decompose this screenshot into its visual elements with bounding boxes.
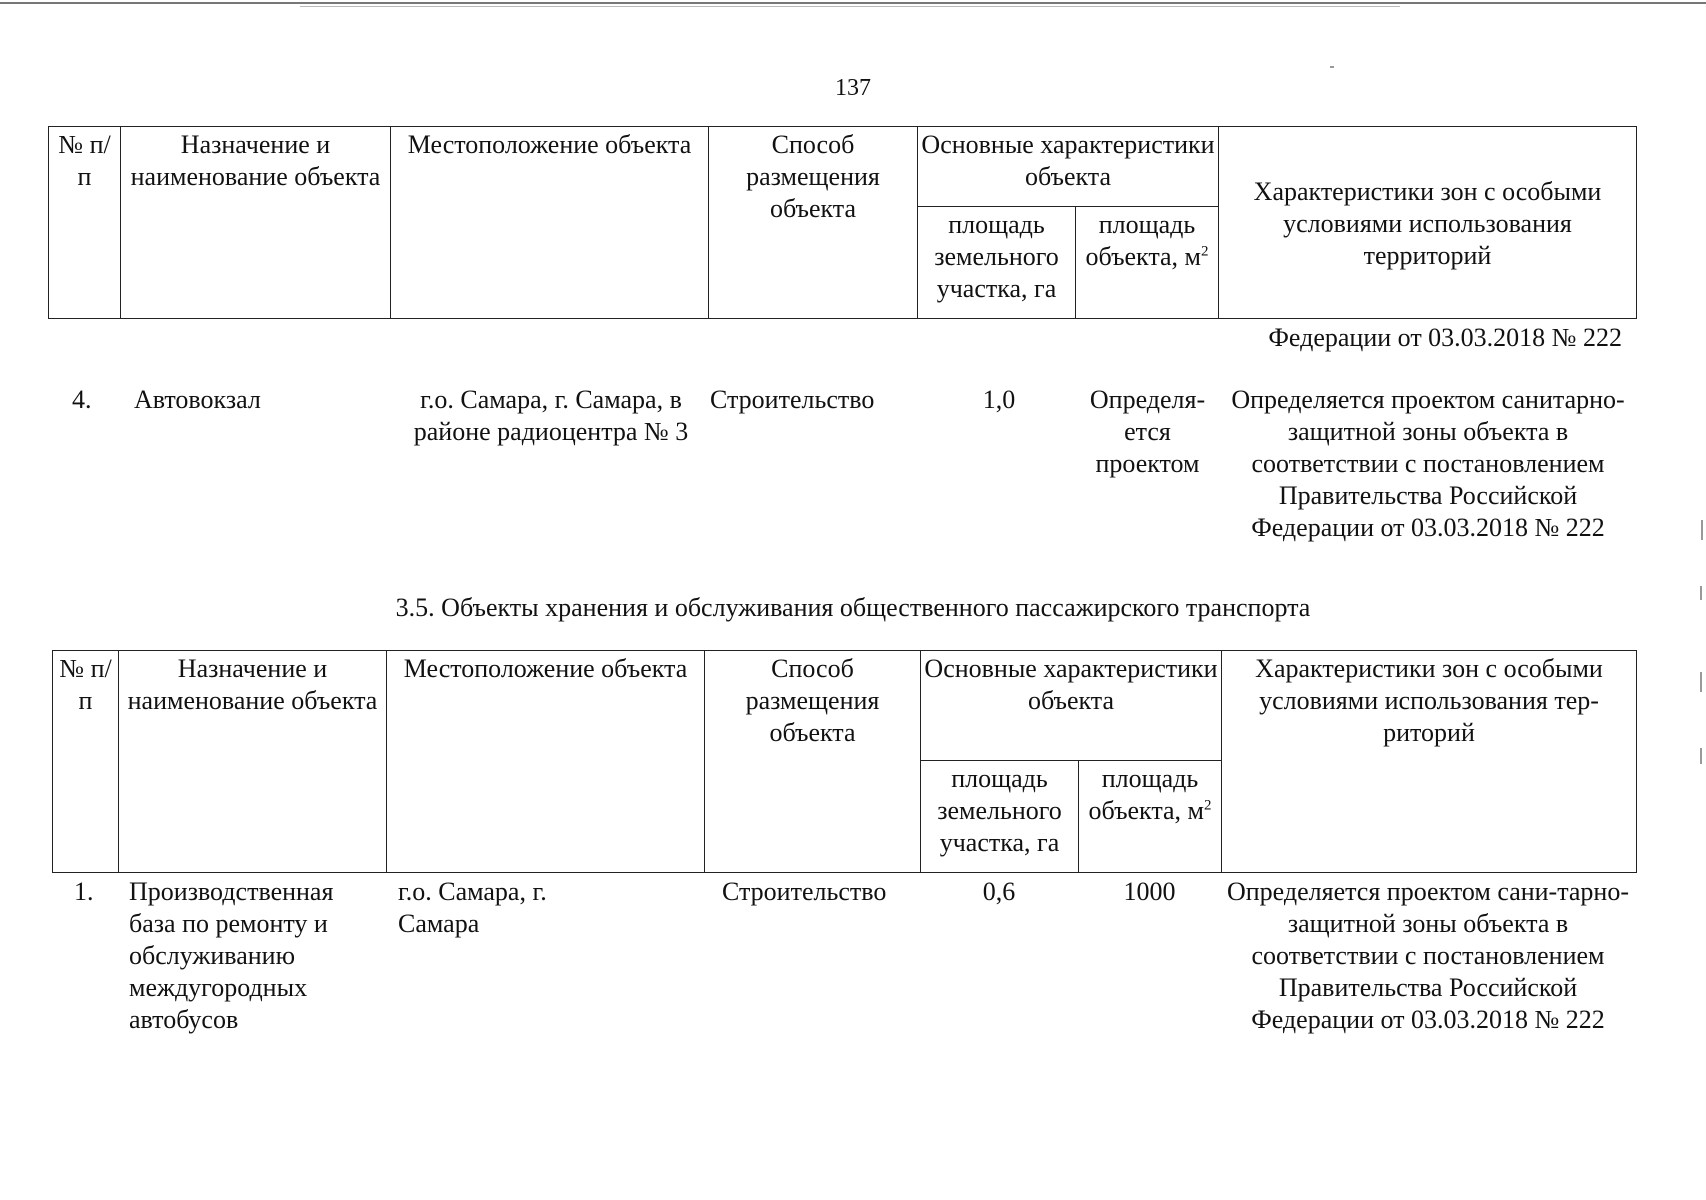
scan-mark bbox=[1700, 672, 1702, 692]
header-name: Назначение и наименование объекта bbox=[121, 127, 391, 319]
header-land-area: площадь земельного участка, га bbox=[918, 207, 1076, 319]
row4-method: Строительство bbox=[710, 385, 875, 414]
row1-object-area: 1000 bbox=[1123, 877, 1176, 906]
row1-location: г.о. Самара, г. Самара bbox=[398, 877, 547, 938]
header2-name: Назначение и наименование объекта bbox=[119, 651, 387, 873]
header2-num: № п/п bbox=[53, 651, 119, 873]
header2-zones: Характеристики зон с особыми условиями использования тер-риторий bbox=[1222, 651, 1637, 873]
row4-name: Автовокзал bbox=[134, 385, 261, 414]
header2-object-area bbox=[1079, 761, 1222, 873]
area-unit-exponent: 2 bbox=[1201, 243, 1209, 260]
area-unit-exponent-2: 2 bbox=[1204, 797, 1212, 814]
row4-zones: Определяется проектом санитарно-защитной зоны объекта в соответствии с постановлением Правительства Российской Федерации от 03.03.2018 № 222 bbox=[1231, 385, 1625, 542]
row1-name: Производственная база по ремонту и обслуживанию междугородных автобусов bbox=[129, 877, 334, 1034]
header-object-area bbox=[1076, 207, 1219, 319]
row4-num: 4. bbox=[72, 385, 92, 414]
header-main-chars: Основные характеристики объекта bbox=[918, 127, 1219, 207]
row1-land-area: 0,6 bbox=[982, 877, 1016, 906]
header2-land-area: площадь земельного участка, га bbox=[921, 761, 1079, 873]
scan-mark bbox=[1700, 748, 1702, 764]
header2-object-area-text: площадь объекта, м bbox=[1088, 764, 1205, 825]
scan-edge-line-faint bbox=[300, 6, 1400, 7]
scan-mark bbox=[1701, 520, 1703, 540]
row4-object-area: Определя-ется проектом bbox=[1089, 385, 1206, 478]
scan-mark bbox=[1330, 66, 1334, 68]
header2-method: Способ размещения объекта bbox=[705, 651, 921, 873]
table-header-2 bbox=[52, 650, 1637, 873]
section-title: 3.5. Объекты хранения и обслуживания общественного пассажирского транспорта bbox=[395, 593, 1311, 622]
scan-mark bbox=[1700, 586, 1702, 600]
header-location: Местоположение объекта bbox=[391, 127, 709, 319]
row4-location: г.о. Самара, г. Самара, в районе радиоцентра № 3 bbox=[413, 385, 689, 446]
row1-zones: Определяется проектом сани-тарно-защитной зоны объекта в соответствии с постановлением Правительства Российской Федерации от 03.03.2018 № 222 bbox=[1226, 877, 1630, 1034]
header-num: № п/п bbox=[49, 127, 121, 319]
header-method: Способ размещения объекта bbox=[709, 127, 918, 319]
header2-main-chars: Основные характеристики объекта bbox=[921, 651, 1222, 761]
scan-edge-line bbox=[0, 2, 1706, 4]
row4-land-area: 1,0 bbox=[982, 385, 1016, 414]
continuation-line: Федерации от 03.03.2018 № 222 bbox=[1268, 323, 1622, 352]
header2-location: Местоположение объекта bbox=[387, 651, 705, 873]
row1-method: Строительство bbox=[722, 877, 887, 906]
header-object-area-text: площадь объекта, м bbox=[1085, 210, 1202, 271]
table-header-1 bbox=[48, 126, 1637, 319]
page-number: 137 bbox=[835, 75, 871, 101]
row1-num: 1. bbox=[74, 877, 94, 906]
header-zones: Характеристики зон с особыми условиями использования территорий bbox=[1219, 127, 1637, 319]
